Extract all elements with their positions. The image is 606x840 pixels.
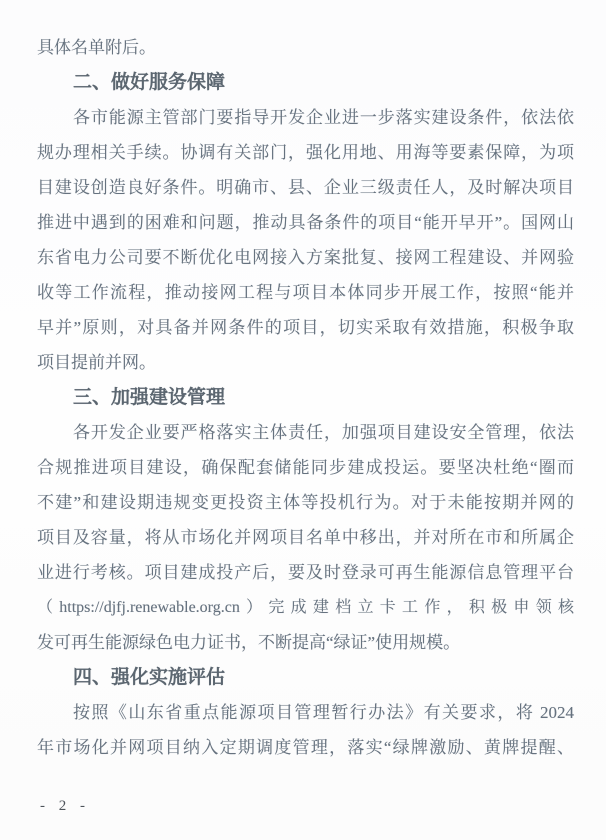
text-line: 各开发企业要严格落实主体责任，加强项目建设安全管理，依法 xyxy=(73,423,574,442)
text-line: 各市能源主管部门要指导开发企业进一步落实建设条件，依法依 xyxy=(73,108,574,127)
text-line: 合规推进项目建设，确保配套储能同步建成投运。要坚决杜绝“圈而 xyxy=(37,458,574,477)
text-line: 早并”原则，对具备并网条件的项目，切实采取有效措施，积极争取 xyxy=(37,318,574,337)
text-line: 推进中遇到的困难和问题，推动具备条件的项目“能开早开”。国网山 xyxy=(37,213,574,232)
text-line: 按照《山东省重点能源项目管理暂行办法》有关要求，将 2024 xyxy=(73,703,574,722)
text-line: 项目提前并网。 xyxy=(37,353,156,372)
text-line: 具体名单附后。 xyxy=(37,38,156,57)
section-heading-3: 三、加强建设管理 xyxy=(73,387,226,408)
text-line: 年市场化并网项目纳入定期调度管理，落实“绿牌激励、黄牌提醒、 xyxy=(37,738,574,757)
document-body xyxy=(37,30,574,765)
text-line: 东省电力公司要不断优化电网接入方案批复、接网工程建设、并网验 xyxy=(37,248,574,267)
text-line: 目建设创造良好条件。明确市、县、企业三级责任人，及时解决项目 xyxy=(37,178,574,197)
section-heading-4: 四、强化实施评估 xyxy=(73,667,226,688)
text-line: 业进行考核。项目建成投产后，要及时登录可再生能源信息管理平台 xyxy=(37,563,574,582)
text-line-with-url: （https://djfj.renewable.org.cn）完成建档立卡工作，积极申领核 xyxy=(37,599,574,616)
text-line: 规办理相关手续。协调有关部门，强化用地、用海等要素保障，为项 xyxy=(37,143,574,162)
page-number: - 2 - xyxy=(40,798,90,814)
text-line: 不建”和建设期违规变更投资主体等投机行为。对于未能按期并网的 xyxy=(37,493,574,512)
text-line: 项目及容量，将从市场化并网项目名单中移出，并对所在市和所属企 xyxy=(37,528,574,547)
text-line: 发可再生能源绿色电力证书，不断提高“绿证”使用规模。 xyxy=(37,633,461,652)
section-heading-2: 二、做好服务保障 xyxy=(73,72,226,93)
text-line: 收等工作流程，推动接网工程与项目本体同步开展工作，按照“能并 xyxy=(37,283,574,302)
